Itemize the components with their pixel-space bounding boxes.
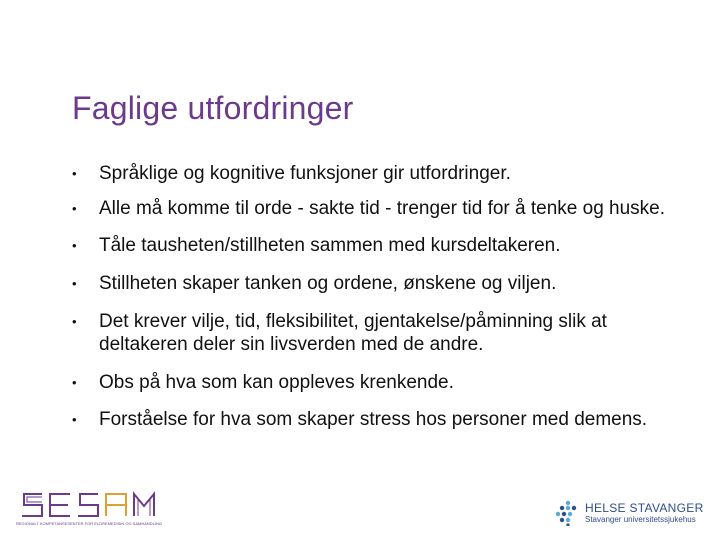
bullet-text: Stillheten skaper tanken og ordene, ønskene og viljen. <box>99 273 557 294</box>
bullet-item <box>72 371 672 394</box>
bullet-text: Alle må komme til orde - sakte tid - trenger tid for å tenke og huske. <box>99 198 666 219</box>
bullet-dot-icon: • <box>72 166 77 181</box>
helse-dots-icon <box>555 500 581 526</box>
bullet-text: Forståelse for hva som skaper stress hos personer med demens. <box>99 409 648 430</box>
helse-stavanger-logo <box>555 500 705 526</box>
bullet-item <box>72 272 672 295</box>
bullet-item <box>72 234 672 257</box>
bullet-dot-icon: • <box>72 375 77 390</box>
bullet-dot-icon: • <box>72 238 77 253</box>
bullet-text: Obs på hva som kan oppleves krenkende. <box>99 372 454 393</box>
bullet-list <box>72 158 672 431</box>
bullet-text: Det krever vilje, tid, fleksibilitet, gjentakelse/påminning slik at deltakeren deler sin livsverden med de andre. <box>99 311 607 355</box>
bullet-dot-icon: • <box>72 314 77 329</box>
bullet-item <box>72 197 672 220</box>
helse-subtitle: Stavanger universitetssjukehus <box>585 515 696 524</box>
bullet-text: Tåle tausheten/stillheten sammen med kursdeltakeren. <box>99 235 561 256</box>
bullet-dot-icon: • <box>72 201 77 216</box>
bullet-item <box>72 162 672 185</box>
sesam-subtitle: REGIONALT KOMPETANSESENTER FOR ELDREMEDISIN OG SAMHANDLING <box>16 521 163 526</box>
bullet-item <box>72 408 672 431</box>
slide-title: Faglige utfordringer <box>72 90 354 126</box>
bullet-dot-icon: • <box>72 276 77 291</box>
helse-name: HELSE STAVANGER <box>585 501 704 515</box>
bullet-dot-icon: • <box>72 412 77 427</box>
bullet-text: Språklige og kognitive funksjoner gir utfordringer. <box>99 163 511 184</box>
bullet-item <box>72 310 672 356</box>
